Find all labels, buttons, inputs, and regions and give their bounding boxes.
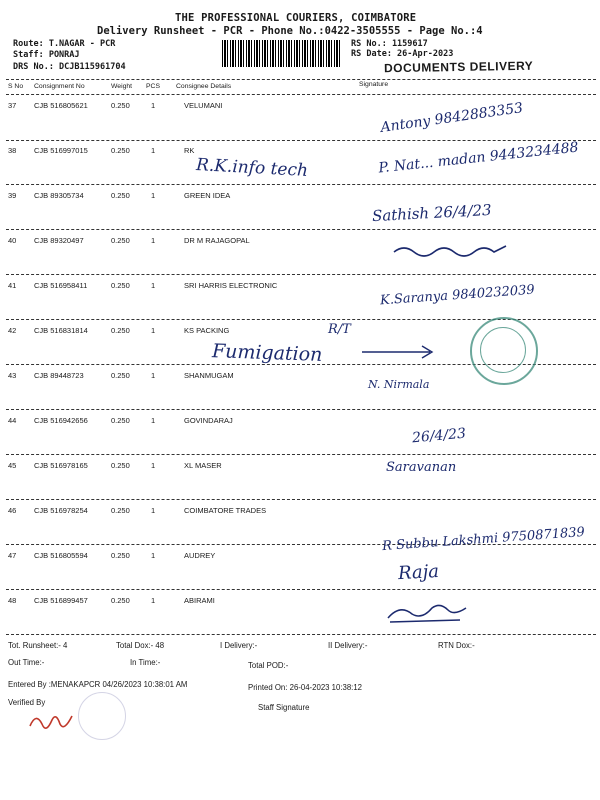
divider — [6, 409, 596, 410]
handwritten-note-row-42: Fumigation — [211, 340, 323, 366]
divider — [6, 229, 596, 230]
row-consignee: RK — [184, 146, 195, 155]
table-row — [0, 592, 600, 637]
signature-row-40 — [392, 240, 512, 262]
row-consignee: AUDREY — [184, 551, 216, 560]
verification-seal — [78, 692, 126, 740]
staff-signature-label: Staff Signature — [258, 703, 310, 712]
row-weight: 0.250 — [111, 461, 130, 470]
in-time: In Time:- — [130, 658, 161, 667]
staff-label: Staff: PONRAJ — [13, 50, 80, 60]
handwritten-rt-mark: R/T — [328, 322, 351, 337]
row-consignment: CJB 516831814 — [34, 326, 88, 335]
row-weight: 0.250 — [111, 191, 130, 200]
row-consignee: SRI HARRIS ELECTRONIC — [184, 281, 278, 290]
row-consignment: CJB 516805621 — [34, 101, 88, 110]
col-sno: S No — [8, 83, 24, 90]
row-sno: 41 — [8, 281, 17, 290]
divider — [6, 589, 596, 590]
row-consignee: DR M RAJAGOPAL — [184, 236, 250, 245]
signature-row-39: Sathish 26/4/23 — [371, 200, 493, 226]
divider — [6, 634, 596, 635]
signature-row-46: R Subbu Lakshmi 9750871839 — [381, 524, 586, 555]
row-consignee: GOVINDARAJ — [184, 416, 233, 425]
row-weight: 0.250 — [111, 326, 130, 335]
signature-row-45: Saravanan — [386, 460, 457, 475]
signature-row-37: Antony 9842883353 — [379, 100, 525, 136]
rs-number: RS No.: 1159617 — [351, 39, 428, 49]
total-dox: Total Dox:- 48 — [116, 641, 165, 650]
row-pcs: 1 — [151, 326, 156, 335]
drs-number: DRS No.: DCJB115961704 — [13, 62, 126, 72]
route-label: Route: T.NAGAR - PCR — [13, 39, 116, 49]
row-consignee: VELUMANI — [184, 101, 223, 110]
row-consignment: CJB 89305734 — [34, 191, 84, 200]
row-sno: 39 — [8, 191, 17, 200]
company-title: THE PROFESSIONAL COURIERS, COIMBATORE — [175, 12, 417, 24]
row-pcs: 1 — [151, 596, 156, 605]
row-weight: 0.250 — [111, 236, 130, 245]
divider — [6, 79, 596, 80]
barcode — [222, 40, 340, 67]
row-sno: 45 — [8, 461, 17, 470]
row-consignment: CJB 516942656 — [34, 416, 88, 425]
signature-row-38: P. Nat... madan 9443234488 — [377, 139, 580, 177]
row-pcs: 1 — [151, 101, 156, 110]
row-weight: 0.250 — [111, 371, 130, 380]
row-sno: 47 — [8, 551, 17, 560]
ii-delivery: II Delivery:- — [328, 641, 368, 650]
total-pod: Total POD:- — [248, 661, 289, 670]
row-sno: 40 — [8, 236, 17, 245]
row-consignment: CJB 516978254 — [34, 506, 88, 515]
signature-row-47: Raja — [397, 560, 440, 585]
col-consignment: Consignment No — [34, 83, 85, 90]
col-pcs: PCS — [146, 83, 160, 90]
row-consignee: GREEN IDEA — [184, 191, 231, 200]
table-row — [0, 457, 600, 502]
signature-row-44: 26/4/23 — [411, 425, 467, 447]
divider — [6, 499, 596, 500]
row-consignee: KS PACKING — [184, 326, 230, 335]
row-consignment: CJB 516978165 — [34, 461, 88, 470]
signature-row-41: K.Saranya 9840232039 — [379, 282, 536, 309]
handwritten-note-row-38: R.K.info tech — [195, 155, 309, 181]
row-pcs: 1 — [151, 191, 156, 200]
company-seal — [470, 317, 538, 385]
divider — [6, 94, 596, 95]
row-pcs: 1 — [151, 146, 156, 155]
verifier-initials — [24, 704, 84, 740]
row-weight: 0.250 — [111, 146, 130, 155]
row-sno: 48 — [8, 596, 17, 605]
row-sno: 43 — [8, 371, 17, 380]
row-sno: 42 — [8, 326, 17, 335]
documents-delivery-stamp: DOCUMENTS DELIVERY — [383, 58, 534, 76]
divider — [6, 454, 596, 455]
row-weight: 0.250 — [111, 506, 130, 515]
rs-date: RS Date: 26-Apr-2023 — [351, 49, 454, 59]
row-pcs: 1 — [151, 236, 156, 245]
tot-runsheet: Tot. Runsheet:- 4 — [8, 641, 68, 650]
col-signature: Signature — [359, 81, 389, 88]
divider — [6, 274, 596, 275]
printed-on: Printed On: 26-04-2023 10:38:12 — [248, 683, 363, 692]
row-consignment: CJB 516805594 — [34, 551, 88, 560]
table-row — [0, 187, 600, 232]
row-weight: 0.250 — [111, 416, 130, 425]
row-consignee: XL MASER — [184, 461, 222, 470]
runsheet-subtitle: Delivery Runsheet - PCR - Phone No.:0422-3505555 - Page No.:4 — [97, 25, 483, 37]
row-consignment: CJB 89320497 — [34, 236, 84, 245]
row-weight: 0.250 — [111, 551, 130, 560]
divider — [6, 184, 596, 185]
row-consignment: CJB 516958411 — [34, 281, 88, 290]
rtn-dox: RTN Dox:- — [438, 641, 475, 650]
table-row — [0, 412, 600, 457]
col-weight: Weight — [111, 83, 133, 90]
row-pcs: 1 — [151, 371, 156, 380]
entered-by: Entered By :MENAKAPCR 04/26/2023 10:38:01 AM — [8, 680, 188, 689]
divider — [6, 140, 596, 141]
row-sno: 46 — [8, 506, 17, 515]
signature-row-43: N. Nirmala — [368, 378, 430, 391]
row-consignee: SHANMUGAM — [184, 371, 234, 380]
row-pcs: 1 — [151, 551, 156, 560]
arrow-mark — [360, 342, 440, 362]
row-consignee: COIMBATORE TRADES — [184, 506, 267, 515]
col-consignee: Consignee Details — [176, 83, 232, 90]
row-pcs: 1 — [151, 506, 156, 515]
row-weight: 0.250 — [111, 596, 130, 605]
row-weight: 0.250 — [111, 101, 130, 110]
row-consignee: ABIRAMI — [184, 596, 215, 605]
row-consignment: CJB 516899457 — [34, 596, 88, 605]
row-pcs: 1 — [151, 461, 156, 470]
row-consignment: CJB 516997015 — [34, 146, 88, 155]
row-pcs: 1 — [151, 416, 156, 425]
out-time: Out Time:- — [8, 658, 45, 667]
signature-row-48 — [384, 600, 474, 626]
row-pcs: 1 — [151, 281, 156, 290]
verified-by: Verified By — [8, 698, 46, 707]
row-sno: 38 — [8, 146, 17, 155]
row-consignment: CJB 89448723 — [34, 371, 84, 380]
i-delivery: I Delivery:- — [220, 641, 258, 650]
table-row — [0, 547, 600, 592]
row-sno: 44 — [8, 416, 17, 425]
row-weight: 0.250 — [111, 281, 130, 290]
row-sno: 37 — [8, 101, 17, 110]
